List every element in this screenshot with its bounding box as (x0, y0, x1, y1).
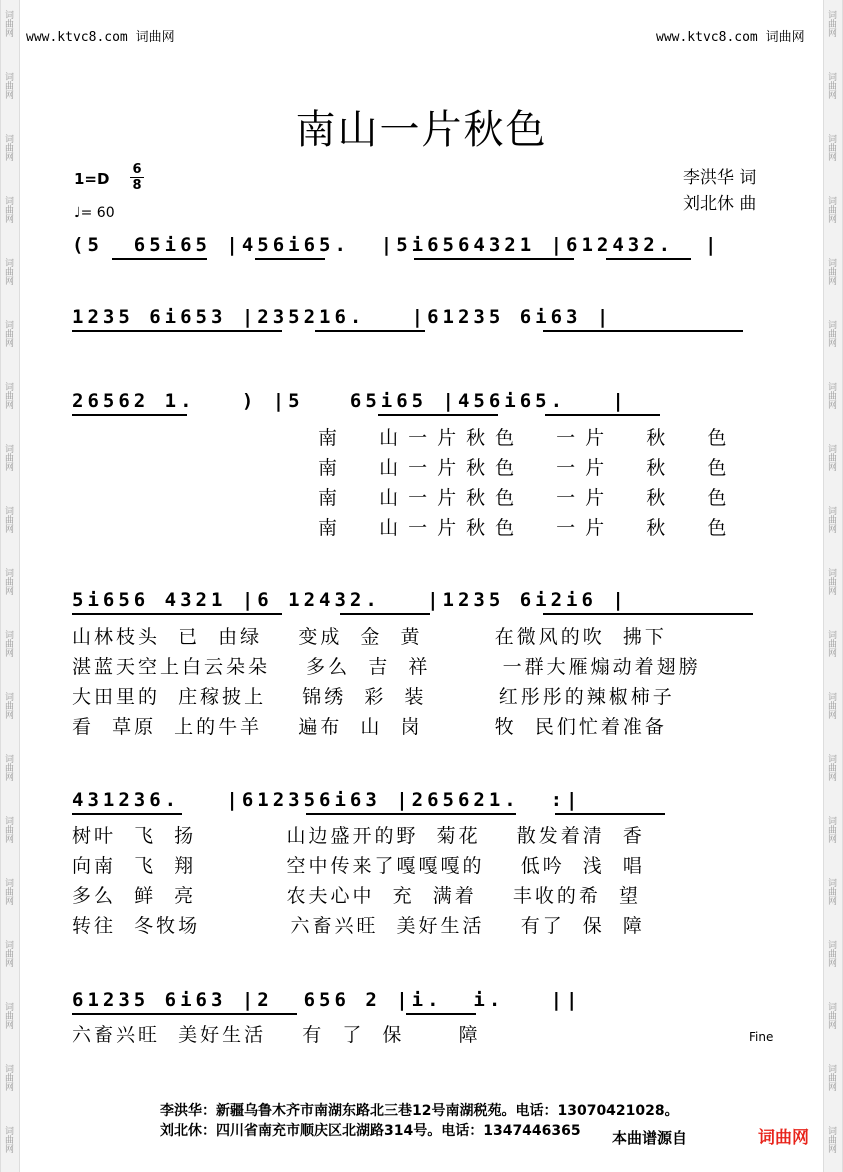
beam (340, 613, 430, 615)
key-signature: 1=D (74, 170, 110, 188)
lyric-line: 树叶 飞 扬 山边盛开的野 菊花 散发着清 香 (72, 825, 645, 847)
watermark-text: 词曲网 (3, 1002, 13, 1029)
watermark-text: 词曲网 (826, 878, 836, 905)
composer-address: 刘北休：四川省南充市顺庆区北湖路314号。电话：1347446365 (160, 1123, 581, 1139)
watermark-text: 词曲网 (3, 630, 13, 657)
watermark-text: 词曲网 (3, 196, 13, 223)
lyric-line: 向南 飞 翔 空中传来了嘎嘎嘎的 低吟 浅 唱 (72, 855, 645, 877)
lyric-line: 六畜兴旺 美好生活 有 了 保 障 (72, 1024, 481, 1046)
meter-bottom: 8 (132, 178, 142, 193)
notation-row: 26562 1. ) |5 65i65 |456i65. | (72, 390, 628, 412)
lyric-line: 南 山一片秋色 一片 秋 色 (318, 427, 737, 449)
watermark-text: 词曲网 (3, 940, 13, 967)
song-title: 南山一片秋色 (295, 107, 548, 153)
beam (72, 1013, 297, 1015)
watermark-text: 词曲网 (3, 258, 13, 285)
watermark-text: 词曲网 (826, 506, 836, 533)
watermark-text: 词曲网 (3, 134, 13, 161)
watermark-text: 词曲网 (3, 754, 13, 781)
notation-row: 61235 6i63 |2 656 2 |i. i. || (72, 989, 582, 1011)
watermark-text: 词曲网 (826, 816, 836, 843)
beam (543, 330, 743, 332)
beam (255, 258, 325, 260)
watermark-text: 词曲网 (826, 196, 836, 223)
notation-row: (5 65i65 |456i65. |5i6564321 |612432. | (72, 234, 721, 256)
watermark-text: 词曲网 (3, 878, 13, 905)
lyric-line: 转往 冬牧场 六畜兴旺 美好生活 有了 保 障 (72, 915, 645, 937)
watermark-text: 词曲网 (826, 258, 836, 285)
watermark-text: 词曲网 (826, 10, 836, 37)
beam (315, 330, 425, 332)
notation-row: 431236. |612356i63 |265621. :| (72, 789, 582, 811)
watermark-text: 词曲网 (3, 1064, 13, 1091)
notation-row: 5i656 4321 |6 12432. |1235 6i2i6 | (72, 589, 628, 611)
lyric-line: 看 草原 上的牛羊 遍布 山 岗 牧 民们忙着准备 (72, 716, 667, 738)
watermark-text: 词曲网 (826, 320, 836, 347)
lyric-line: 多么 鲜 亮 农夫心中 充 满着 丰收的希 望 (72, 885, 641, 907)
right-watermark-strip (823, 0, 843, 1172)
watermark-text: 词曲网 (3, 506, 13, 533)
lyric-line: 南 山一片秋色 一片 秋 色 (318, 487, 737, 509)
beam (555, 813, 665, 815)
watermark-text: 词曲网 (826, 444, 836, 471)
beam (378, 414, 498, 416)
watermark-text: 词曲网 (826, 568, 836, 595)
watermark-text: 词曲网 (826, 382, 836, 409)
beam (606, 258, 691, 260)
watermark-text: 词曲网 (826, 692, 836, 719)
beam (545, 414, 660, 416)
watermark-text: 词曲网 (3, 692, 13, 719)
beam (406, 1013, 476, 1015)
watermark-text: 词曲网 (826, 72, 836, 99)
beam (72, 813, 182, 815)
site-url-right[interactable]: www.ktvc8.com 词曲网 (656, 30, 805, 45)
watermark-text: 词曲网 (826, 1064, 836, 1091)
meter-top: 6 (132, 162, 142, 177)
lyricist-credit: 李洪华 词 (683, 168, 757, 188)
beam (543, 613, 753, 615)
time-signature (130, 162, 144, 193)
watermark-text: 词曲网 (3, 568, 13, 595)
watermark-text: 词曲网 (3, 816, 13, 843)
site-logo[interactable]: 词曲网 (758, 1128, 809, 1148)
watermark-text: 词曲网 (826, 1002, 836, 1029)
fine-mark: Fine (749, 1030, 774, 1044)
watermark-text: 词曲网 (3, 72, 13, 99)
composer-credit: 刘北休 曲 (683, 194, 757, 214)
watermark-text: 词曲网 (826, 754, 836, 781)
watermark-text: 词曲网 (826, 134, 836, 161)
watermark-text: 词曲网 (3, 10, 13, 37)
watermark-text: 词曲网 (3, 444, 13, 471)
lyric-line: 山林枝头 已 由绿 变成 金 黄 在微风的吹 拂下 (72, 626, 667, 648)
lyric-line: 南 山一片秋色 一片 秋 色 (318, 457, 737, 479)
watermark-text: 词曲网 (826, 630, 836, 657)
lyric-line: 大田里的 庄稼披上 锦绣 彩 装 红彤彤的辣椒柿子 (72, 686, 675, 708)
beam (72, 414, 187, 416)
site-url-left[interactable]: www.ktvc8.com 词曲网 (26, 30, 175, 45)
lyric-line: 南 山一片秋色 一片 秋 色 (318, 517, 737, 539)
beam (72, 330, 282, 332)
beam (112, 258, 207, 260)
notation-row: 1235 6i653 |235216. |61235 6i63 | (72, 306, 613, 328)
watermark-text: 词曲网 (3, 1126, 13, 1153)
watermark-text: 词曲网 (3, 382, 13, 409)
lyric-line: 湛蓝天空上白云朵朵 多么 吉 祥 一群大雁煽动着翅膀 (72, 656, 701, 678)
source-label: 本曲谱源自 (612, 1129, 688, 1147)
left-watermark-strip (0, 0, 20, 1172)
beam (414, 258, 574, 260)
watermark-text: 词曲网 (826, 1126, 836, 1153)
beam (306, 813, 516, 815)
lyricist-address: 李洪华：新疆乌鲁木齐市南湖东路北三巷12号南湖税苑。电话：13070421028。 (160, 1103, 679, 1119)
beam (72, 613, 282, 615)
watermark-text: 词曲网 (826, 940, 836, 967)
tempo-mark: ♩= 60 (74, 205, 115, 221)
watermark-text: 词曲网 (3, 320, 13, 347)
